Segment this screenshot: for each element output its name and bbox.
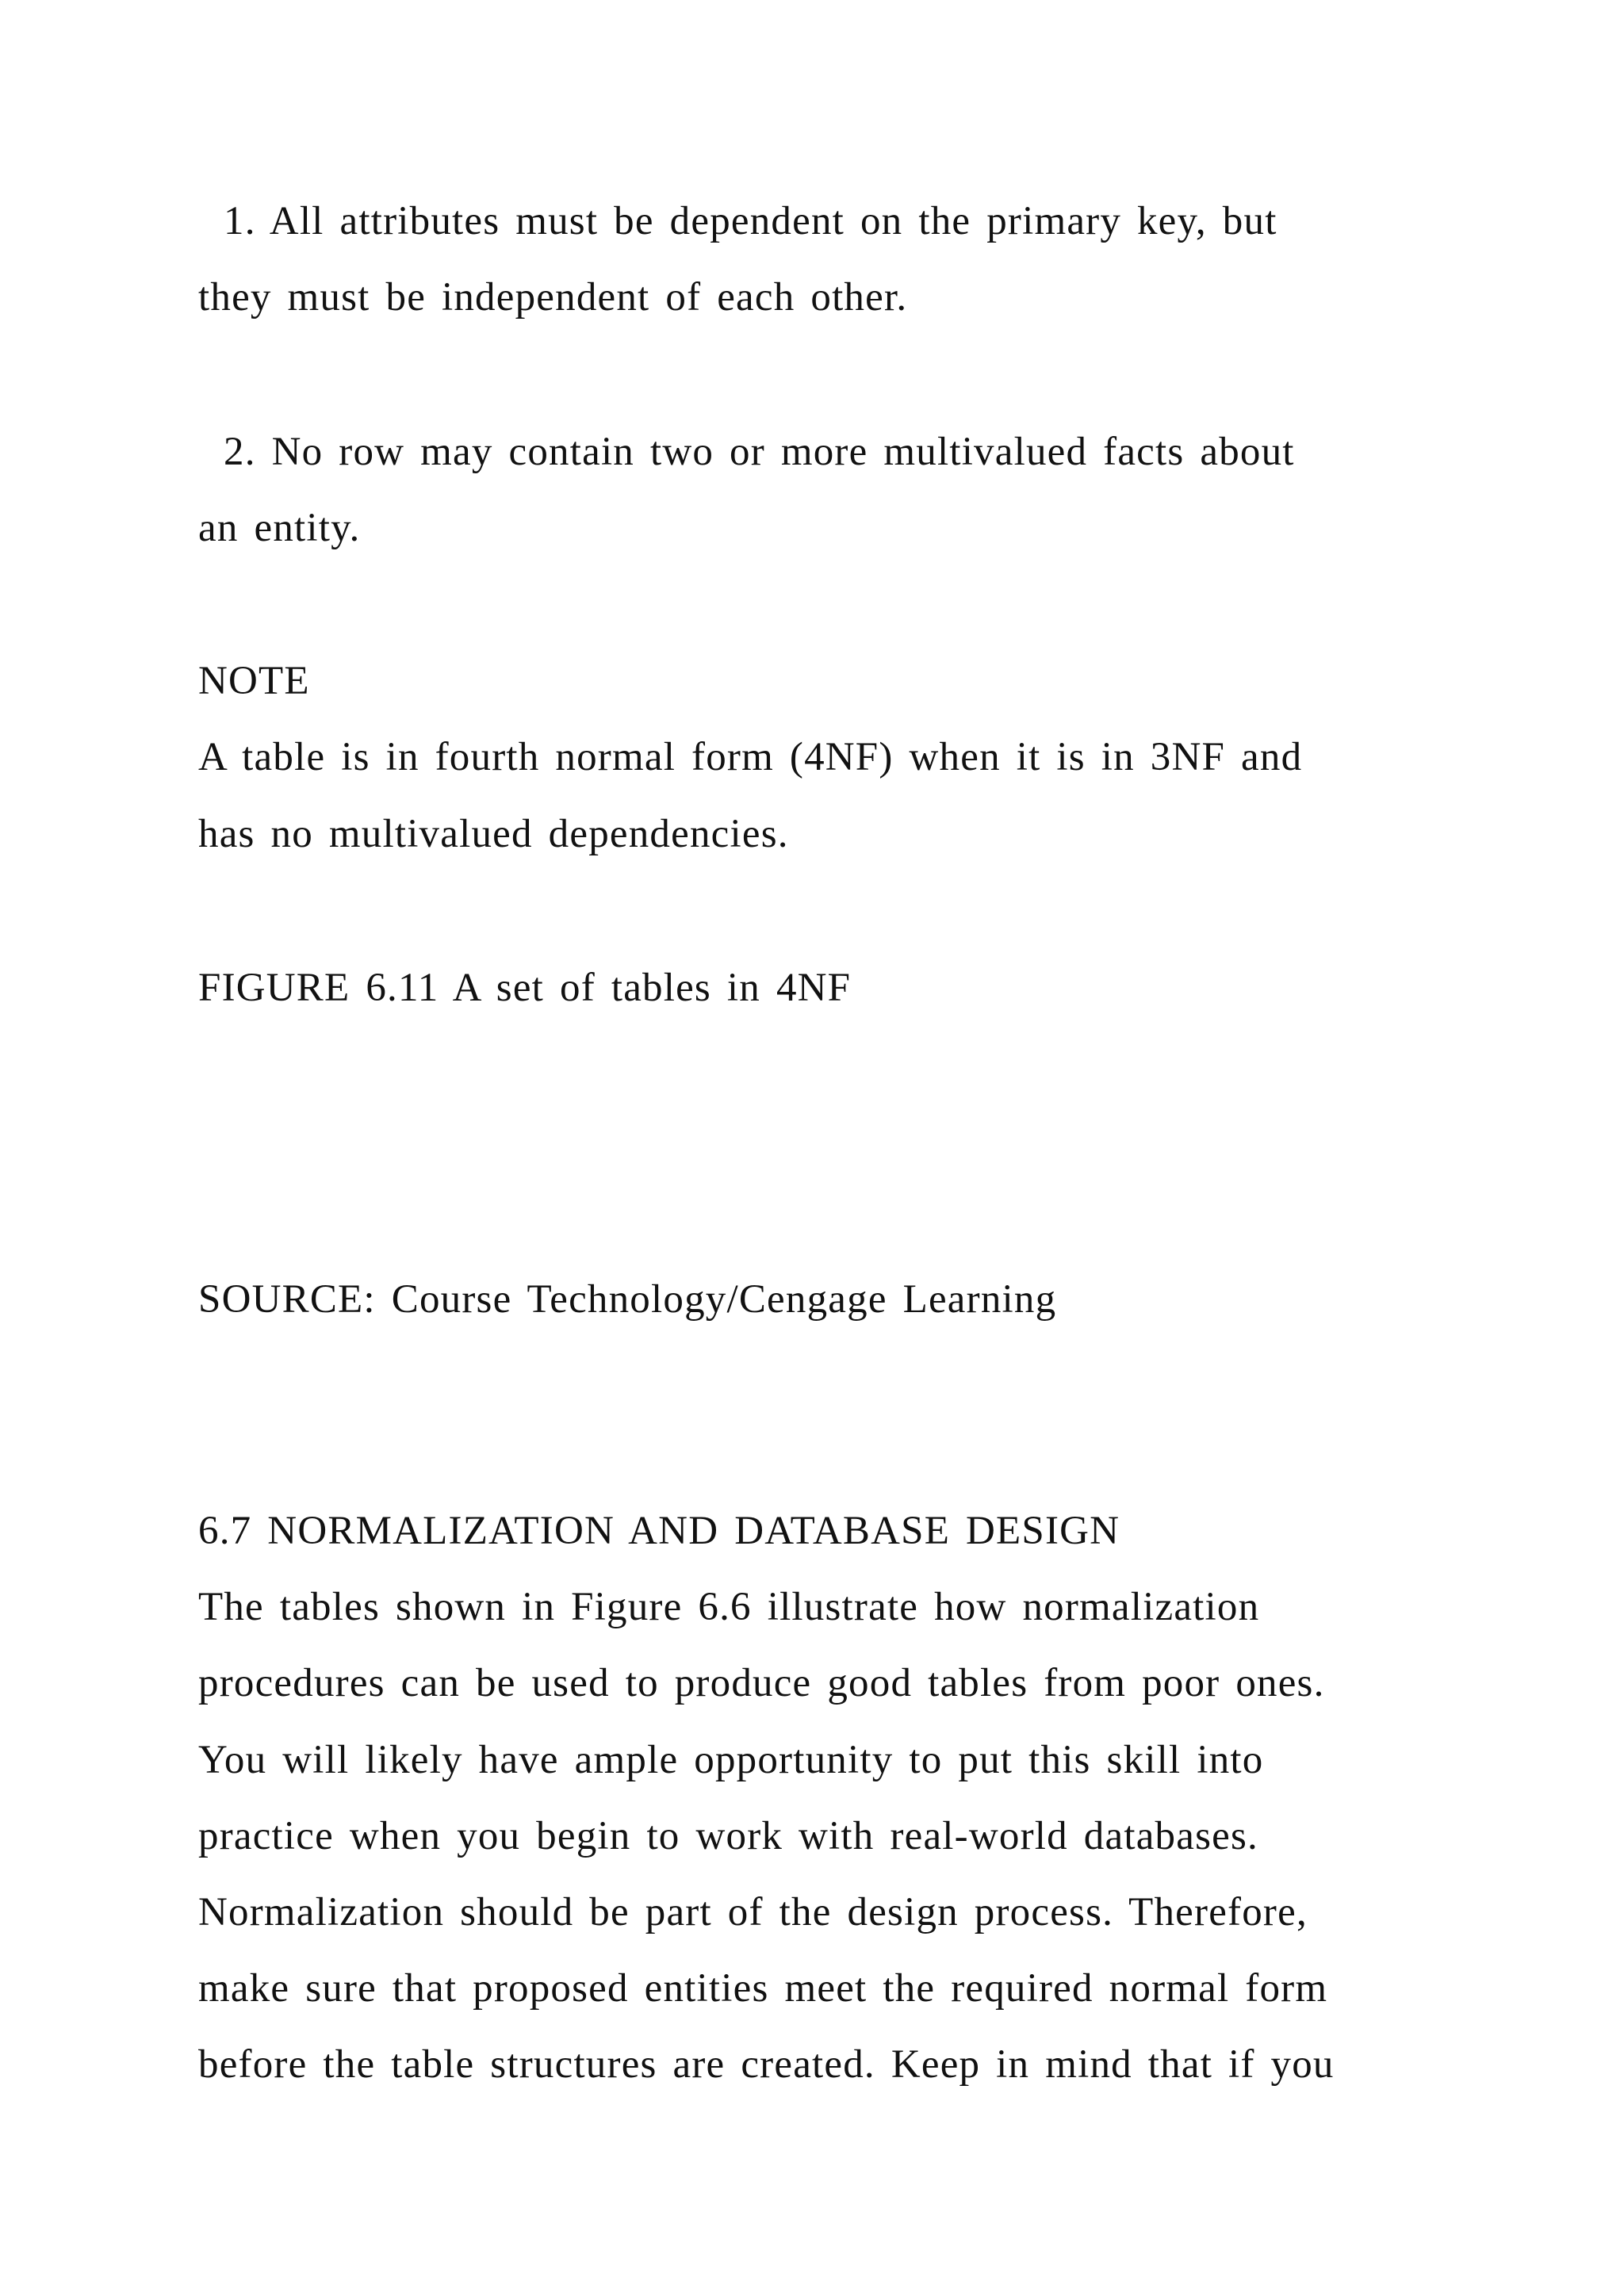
note-line-2: has no multivalued dependencies. <box>198 812 789 856</box>
paragraph-line: make sure that proposed entities meet the required normal form <box>198 1966 1328 2011</box>
section-heading: 6.7 NORMALIZATION AND DATABASE DESIGN <box>198 1509 1120 1553</box>
paragraph-line: before the table structures are created. Keep in mind that if you <box>198 2042 1335 2087</box>
figure-caption: FIGURE 6.11 A set of tables in 4NF <box>198 966 852 1010</box>
paragraph-line: The tables shown in Figure 6.6 illustrate how normalization <box>198 1585 1260 1629</box>
list-item-1-line-1: 1. All attributes must be dependent on the primary key, but <box>224 199 1277 243</box>
note-line-1: A table is in fourth normal form (4NF) when it is in 3NF and <box>198 735 1303 779</box>
list-item-2-line-2: an entity. <box>198 506 361 550</box>
paragraph-line: procedures can be used to produce good tables from poor ones. <box>198 1661 1325 1705</box>
paragraph-line: Normalization should be part of the design process. Therefore, <box>198 1890 1308 1934</box>
paragraph-line: You will likely have ample opportunity to put this skill into <box>198 1738 1264 1782</box>
paragraph-line: practice when you begin to work with real-world databases. <box>198 1814 1258 1858</box>
figure-source: SOURCE: Course Technology/Cengage Learning <box>198 1277 1057 1322</box>
note-heading: NOTE <box>198 659 310 703</box>
list-item-2-line-1: 2. No row may contain two or more multivalued facts about <box>224 430 1295 474</box>
list-item-1-line-2: they must be independent of each other. <box>198 275 908 320</box>
